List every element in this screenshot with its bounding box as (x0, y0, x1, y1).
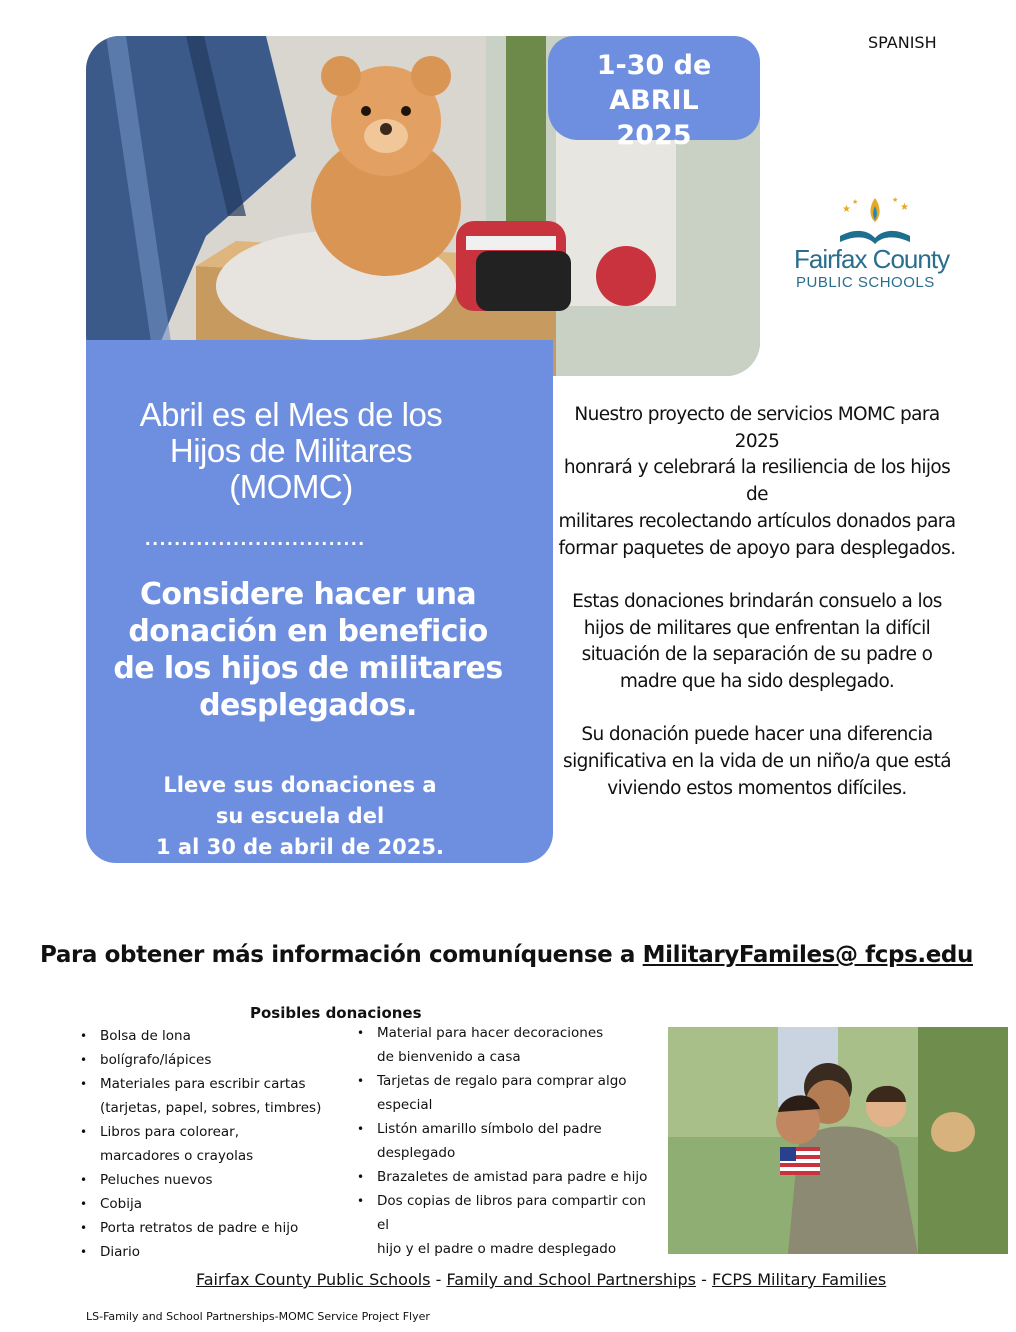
paragraph-line: honrará y celebrará la resiliencia de los hijos de (563, 457, 951, 506)
paragraph-line: Nuestro proyecto de servicios MOMC para 2025 (574, 404, 940, 452)
list-item (80, 1240, 340, 1264)
list-item (80, 1216, 340, 1240)
list-item (357, 1189, 662, 1261)
list-item-text: marcadores o crayolas (100, 1148, 254, 1164)
date-tab (548, 36, 760, 151)
footer-link-military-families[interactable]: FCPS Military Families (711, 1270, 887, 1289)
list-item-text: hijo y el padre o madre desplegado (377, 1241, 617, 1257)
date-line-1: 1-30 de ABRIL (596, 50, 712, 116)
footer-links (196, 1270, 886, 1289)
footer-separator: - (696, 1270, 712, 1289)
list-item-text: Listón amarillo símbolo del padre desplegado (377, 1121, 602, 1161)
list-item-text: de bienvenido a casa (377, 1049, 521, 1065)
dropoff-line: Lleve sus donaciones a (163, 773, 437, 797)
date-line-2: 2025 (616, 120, 692, 151)
dotted-divider: .............................. (145, 528, 366, 550)
appeal-line: desplegados. (199, 688, 417, 723)
svg-text:★: ★ (892, 196, 899, 204)
list-item-text: (tarjetas, papel, sobres, timbres) (100, 1100, 322, 1116)
list-item-text: • Libros para colorear, (100, 1124, 240, 1140)
list-item-text: Tarjetas de regalo para comprar algo especial (377, 1073, 627, 1113)
contact-email-link[interactable]: MilitaryFamiles@ fcps.edu (642, 942, 973, 968)
momc-title-line: Abril es el Mes de los (139, 396, 443, 433)
svg-text:★: ★ (852, 198, 859, 206)
donations-list-right (357, 1021, 662, 1261)
donation-appeal (100, 576, 516, 724)
fcps-logo (790, 192, 960, 297)
list-item (357, 1117, 662, 1165)
paragraph-line: significativa en la vida de un niño/a que está (563, 751, 951, 773)
paragraph-line: madre que ha sido desplegado. (619, 671, 895, 693)
list-item-text: Cobija (100, 1196, 143, 1212)
dropoff-instructions (130, 770, 470, 863)
dropoff-line: 1 al 30 de abril de 2025. (155, 835, 444, 859)
contact-text: Para obtener más información comuníquense a (40, 942, 643, 968)
list-item-text: Bolsa de lona (100, 1028, 191, 1044)
list-item (80, 1048, 340, 1072)
footer-link-fcps[interactable]: Fairfax County Public Schools (196, 1270, 431, 1289)
contact-line (40, 942, 980, 968)
list-item (80, 1192, 340, 1216)
paragraph-difference (556, 722, 958, 802)
list-item (357, 1069, 662, 1117)
svg-text:★: ★ (842, 204, 851, 215)
paragraph-line: Su donación puede hacer una diferencia (581, 724, 933, 746)
list-item (80, 1120, 340, 1168)
list-item-text: Diario (100, 1244, 140, 1260)
list-item-text: Brazaletes de amistad para padre e hijo (377, 1169, 648, 1185)
appeal-line: de los hijos de militares (113, 651, 503, 686)
paragraph-line: hijos de militares que enfrentan la difícil (583, 617, 931, 639)
paragraph-line: Estas donaciones brindarán consuelo a los (572, 590, 942, 612)
description-paragraphs (556, 402, 958, 829)
appeal-line: donación en beneficio (128, 614, 488, 649)
momc-title (96, 397, 486, 505)
footer-separator: - (430, 1270, 447, 1289)
list-item (357, 1021, 662, 1069)
list-item-text: • Dos copias de libros para compartir con el (377, 1193, 646, 1233)
paragraph-line: viviendo estos momentos difíciles. (607, 777, 907, 799)
photo-military-family-hug (668, 1027, 1008, 1254)
list-item-text: • Material para hacer decoraciones (377, 1025, 604, 1041)
donations-title: Posibles donaciones (250, 1004, 422, 1022)
torch-book-icon (830, 192, 920, 247)
list-item (357, 1165, 662, 1189)
list-item-text: Porta retratos de padre e hijo (100, 1220, 299, 1236)
language-label: SPANISH (868, 33, 937, 52)
footer-link-family-school[interactable]: Family and School Partnerships (446, 1270, 696, 1289)
footer-note: LS-Family and School Partnerships-MOMC Service Project Flyer (86, 1310, 430, 1323)
list-item (80, 1168, 340, 1192)
list-item-text: bolígrafo/lápices (100, 1052, 212, 1068)
momc-title-line: (MOMC) (229, 468, 353, 505)
list-item-text: Peluches nuevos (100, 1172, 213, 1188)
svg-text:★: ★ (900, 202, 909, 213)
paragraph-project (556, 402, 958, 562)
list-item (80, 1024, 340, 1048)
donations-list-left (80, 1024, 340, 1264)
momc-title-line: Hijos de Militares (169, 432, 413, 469)
dropoff-line: su escuela del (215, 804, 385, 828)
logo-subtitle: PUBLIC SCHOOLS (796, 274, 935, 291)
list-item-text: • Materiales para escribir cartas (100, 1076, 306, 1092)
paragraph-comfort (556, 589, 958, 696)
paragraph-line: militares recolectando artículos donados para (558, 510, 956, 532)
list-item (80, 1072, 340, 1120)
logo-name: Fairfax County (794, 244, 950, 274)
paragraph-line: formar paquetes de apoyo para desplegados. (558, 537, 956, 559)
paragraph-line: situación de la separación de su padre o (581, 644, 933, 666)
appeal-line: Considere hacer una (139, 577, 477, 612)
